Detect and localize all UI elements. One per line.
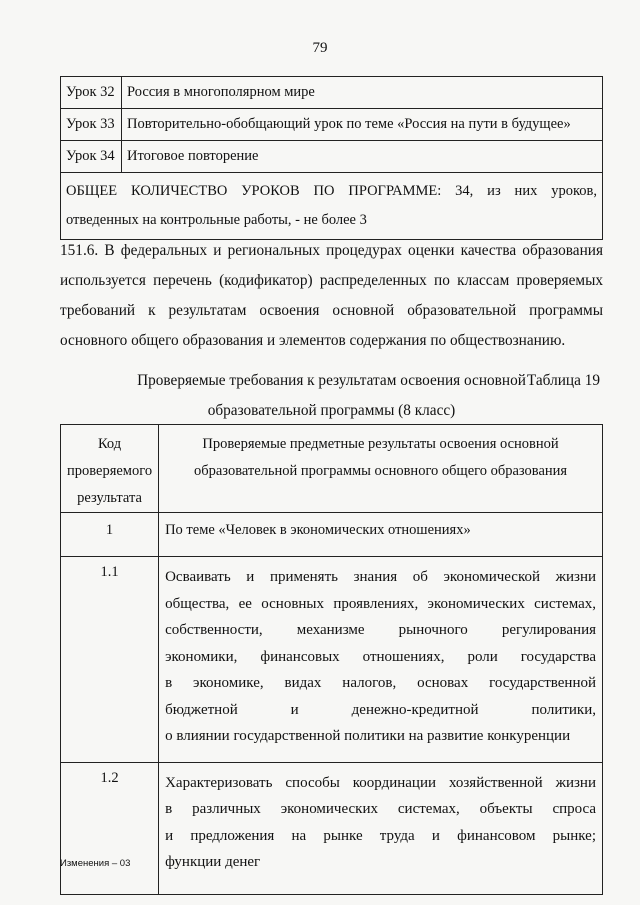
result-line: в различных экономических системах, объекты спроса [165, 801, 596, 817]
result-text: По теме «Человек в экономических отношениях» [159, 513, 603, 557]
requirements-table [60, 424, 603, 895]
footer-revision: Изменения – 03 [60, 858, 131, 869]
table-row [61, 77, 603, 109]
header-code [61, 425, 159, 513]
lessons-table [60, 76, 603, 240]
paragraph-line: требований к результатам освоения основной образовательной программы [60, 302, 603, 319]
table-header-row [61, 425, 603, 513]
table-row [61, 513, 603, 557]
paragraph-151-6 [60, 236, 603, 356]
result-line: Характеризовать способы координации хозяйственной жизни [165, 774, 596, 791]
total-line: ОБЩЕЕ КОЛИЧЕСТВО УРОКОВ ПО ПРОГРАММЕ: 34, из них уроков, [66, 183, 597, 199]
caption-line: Проверяемые требования к результатам освоения основной [137, 372, 526, 389]
result-line: в экономике, видах налогов, основах государственной [165, 675, 596, 691]
lesson-topic: Повторительно-обобщающий урок по теме «Россия на пути в будущее» [122, 109, 603, 141]
lesson-topic: Итоговое повторение [122, 141, 603, 173]
page-number: 79 [312, 40, 328, 56]
table-row [61, 109, 603, 141]
header-title-line: Проверяемые предметные результаты освоения основной [202, 436, 559, 452]
header-code-line: Код [97, 436, 122, 452]
result-line: экономики, финансовых отношениях, роли государства [165, 648, 596, 665]
header-title-line: образовательной программы основного общего образования [193, 463, 568, 479]
table-row [61, 173, 603, 240]
total-line: отведенных на контрольные работы, - не более 3 [66, 212, 367, 228]
table-row [61, 762, 603, 894]
caption-line: образовательной программы (8 класс) [207, 402, 456, 419]
paragraph-line: основного общего образования и элементов содержания по обществознанию. [60, 332, 566, 349]
result-line: о влиянии государственной политики на развитие конкуренции [165, 728, 571, 744]
lesson-code: Урок 34 [61, 141, 122, 173]
result-code: 1 [61, 513, 159, 557]
result-line: бюджетной и денежно-кредитной политики, [165, 701, 596, 718]
result-text [159, 762, 603, 894]
result-line: функции денег [165, 854, 261, 870]
result-line: общества, ее основных проявлениях, экономических системах, [165, 595, 596, 612]
result-line: Осваивать и применять знания об экономической жизни [165, 569, 596, 585]
result-line: собственности, механизме рыночного регулирования [165, 622, 596, 638]
paragraph-line: используется перечень (кодификатор) распределенных по классам проверяемых [60, 272, 603, 289]
lesson-code: Урок 33 [61, 109, 122, 141]
result-line: и предложения на рынке труда и финансовом рынке; [165, 827, 596, 844]
lesson-code: Урок 32 [61, 77, 122, 109]
header-title [159, 425, 603, 513]
table-caption [60, 368, 603, 424]
header-code-line: проверяемого [67, 463, 153, 479]
lesson-topic: Россия в многополярном мире [122, 77, 603, 109]
result-text [159, 557, 603, 763]
result-code: 1.2 [61, 762, 159, 894]
table-row [61, 141, 603, 173]
table-number: Таблица 19 [526, 372, 600, 389]
total-lessons-cell [61, 173, 603, 240]
table-row [61, 557, 603, 763]
paragraph-line: 151.6. В федеральных и региональных процедурах оценки качества образования [60, 242, 603, 259]
result-code: 1.1 [61, 557, 159, 763]
header-code-line: результата [77, 490, 142, 506]
